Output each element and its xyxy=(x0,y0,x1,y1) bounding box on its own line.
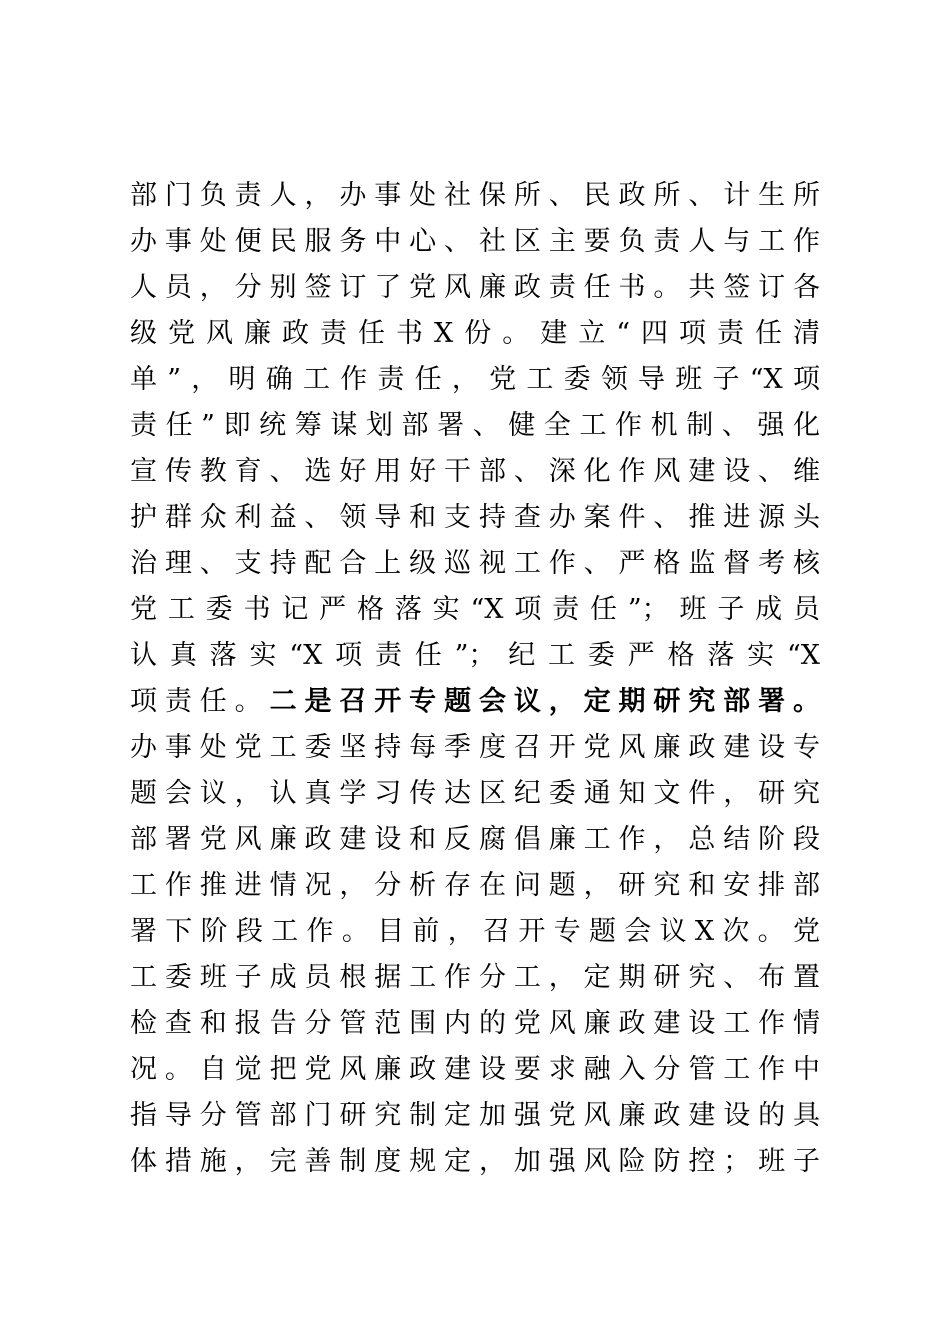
text-line-6: 责任”即统筹谋划部署、健全工作机制、强化 xyxy=(130,410,820,441)
text-line-12-normal: 项责任。 xyxy=(130,686,270,717)
text-line-15: 部署党风廉政建设和反腐倡廉工作，总结阶段 xyxy=(130,824,820,855)
text-line-12 xyxy=(130,679,820,725)
text-line-12-bold-heading: 二是召开专题会议，定期研究部署。 xyxy=(269,686,820,717)
text-line-19: 检查和报告分管范围内的党风廉政建设工作情 xyxy=(130,1008,820,1039)
body-text xyxy=(130,173,820,1185)
text-line-18: 工委班子成员根据工作分工，定期研究、布置 xyxy=(130,962,820,993)
text-line-13: 办事处党工委坚持每季度召开党风廉政建设专 xyxy=(130,732,820,763)
text-line-8: 护群众利益、领导和支持查办案件、推进源头 xyxy=(130,502,820,533)
text-line-10: 党工委书记严格落实“X项责任”；班子成员 xyxy=(130,594,820,625)
text-line-4: 级党风廉政责任书X份。建立“四项责任清 xyxy=(130,318,820,349)
text-line-3: 人员，分别签订了党风廉政责任书。共签订各 xyxy=(130,272,820,303)
text-line-5: 单”，明确工作责任，党工委领导班子“X项 xyxy=(130,364,820,395)
text-line-21: 指导分管部门研究制定加强党风廉政建设的具 xyxy=(130,1100,820,1131)
text-line-2: 办事处便民服务中心、社区主要负责人与工作 xyxy=(130,226,820,257)
text-line-20: 况。自觉把党风廉政建设要求融入分管工作中 xyxy=(130,1054,820,1085)
text-line-14: 题会议，认真学习传达区纪委通知文件，研究 xyxy=(130,778,820,809)
text-line-7: 宣传教育、选好用好干部、深化作风建设、维 xyxy=(130,456,820,487)
text-line-22: 体措施，完善制度规定，加强风险防控；班子 xyxy=(130,1146,820,1177)
text-line-16: 工作推进情况，分析存在问题，研究和安排部 xyxy=(130,870,820,901)
text-line-11: 认真落实“X项责任”；纪工委严格落实“X xyxy=(130,640,820,671)
text-line-17: 署下阶段工作。目前，召开专题会议X次。党 xyxy=(130,916,820,947)
text-line-1: 部门负责人，办事处社保所、民政所、计生所 xyxy=(130,180,820,211)
text-line-9: 治理、支持配合上级巡视工作、严格监督考核 xyxy=(130,548,820,579)
